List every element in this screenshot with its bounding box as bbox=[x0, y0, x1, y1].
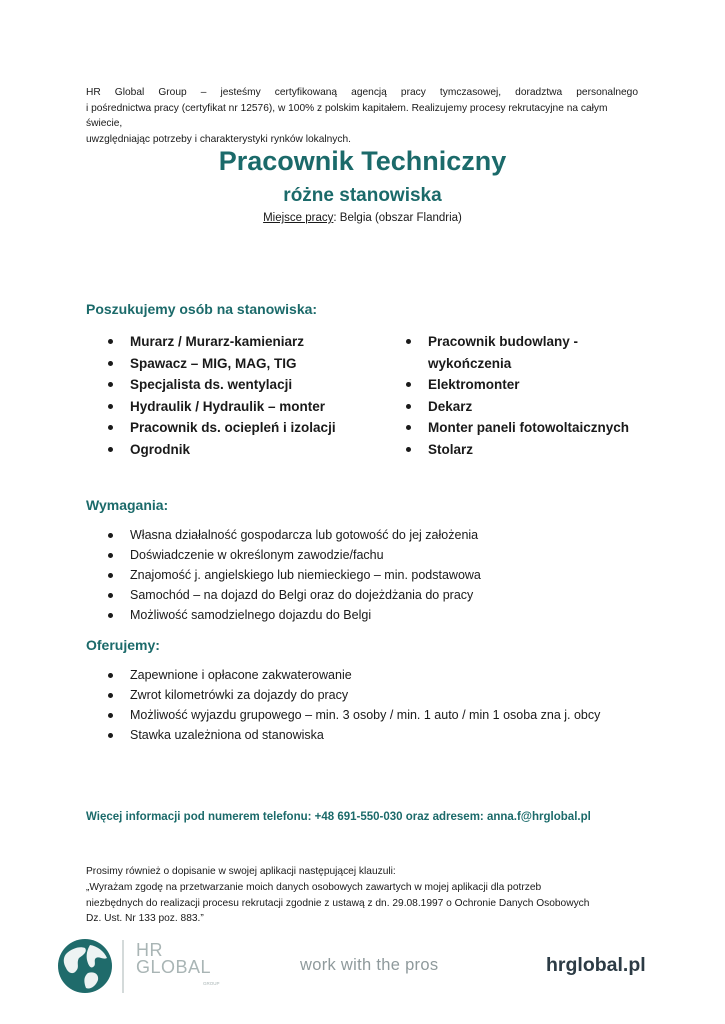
list-item: Ogrodnik bbox=[104, 439, 384, 461]
intro-line-3: uwzględniając potrzeby i charakterystyki rynków lokalnych. bbox=[86, 133, 351, 145]
list-item: Pracownik budowlany - wykończenia bbox=[402, 331, 608, 374]
list-item: Zapewnione i opłacone zakwaterowanie bbox=[104, 665, 684, 685]
list-item: Dekarz bbox=[402, 396, 652, 418]
clause-line-3: niezbędnych do realizacji procesu rekrutacji zgodnie z ustawą z dn. 29.08.1997 o Ochronie Danych Osobowych bbox=[86, 897, 590, 909]
intro-line-1: HR Global Group – jesteśmy certyfikowaną agencją pracy tymczasowej, doradztwa personalnego bbox=[86, 87, 638, 98]
logo-hr: HR bbox=[136, 940, 163, 960]
list-item: Stawka uzależniona od stanowiska bbox=[104, 725, 684, 745]
requirements-list bbox=[104, 525, 664, 625]
intro-line-2: i pośrednictwa pracy (certyfikat nr 12576), w 100% z polskim kapitałem. Realizujemy procesy rekrutacyjne na całym świecie, bbox=[86, 102, 608, 129]
website-link[interactable]: hrglobal.pl bbox=[546, 954, 646, 976]
offer-list bbox=[104, 665, 684, 745]
list-item: Możliwość wyjazdu grupowego – min. 3 osoby / min. 1 auto / min 1 osoba zna j. obcy bbox=[104, 705, 684, 725]
work-location bbox=[0, 212, 725, 224]
list-item: Znajomość j. angielskiego lub niemieckiego – min. podstawowa bbox=[104, 565, 664, 585]
list-item: Murarz / Murarz-kamieniarz bbox=[104, 331, 384, 353]
company-intro bbox=[86, 85, 638, 147]
work-location-label: Miejsce pracy bbox=[263, 212, 334, 224]
positions-list-right bbox=[402, 331, 652, 460]
logo-group: GROUP bbox=[203, 981, 220, 986]
offer-heading: Oferujemy: bbox=[86, 637, 160, 653]
consent-clause bbox=[86, 864, 646, 927]
list-item: Hydraulik / Hydraulik – monter bbox=[104, 396, 384, 418]
list-item: Doświadczenie w określonym zawodzie/fachu bbox=[104, 545, 664, 565]
requirements-heading: Wymagania: bbox=[86, 497, 169, 513]
globe-icon bbox=[58, 939, 112, 993]
tagline: work with the pros bbox=[300, 956, 439, 974]
list-item: Własna działalność gospodarcza lub gotowość do jej założenia bbox=[104, 525, 664, 545]
contact-info: Więcej informacji pod numerem telefonu: +48 691-550-030 oraz adresem: anna.f@hrglobal.pl bbox=[86, 811, 591, 823]
list-item: Pracownik ds. ociepleń i izolacji bbox=[104, 417, 384, 439]
list-item: Zwrot kilometrówki za dojazdy do pracy bbox=[104, 685, 684, 705]
list-item: Stolarz bbox=[402, 439, 652, 461]
positions-list-left bbox=[104, 331, 384, 460]
job-title: Pracownik Techniczny bbox=[218, 146, 507, 176]
list-item: Możliwość samodzielnego dojazdu do Belgi bbox=[104, 605, 664, 625]
clause-line-4: Dz. Ust. Nr 133 poz. 883.” bbox=[86, 913, 204, 925]
list-item: Elektromonter bbox=[402, 374, 652, 396]
list-item: Spawacz – MIG, MAG, TIG bbox=[104, 353, 384, 375]
logo-global: GLOBAL bbox=[136, 957, 212, 977]
list-item: Monter paneli fotowoltaicznych bbox=[402, 417, 652, 439]
list-item: Samochód – na dojazd do Belgi oraz do dojeżdżania do pracy bbox=[104, 585, 664, 605]
clause-line-2: „Wyrażam zgodę na przetwarzanie moich danych osobowych zawartych w mojej aplikacji dla potrzeb bbox=[86, 881, 542, 893]
list-item: Specjalista ds. wentylacji bbox=[104, 374, 384, 396]
job-subtitle: różne stanowiska bbox=[283, 185, 442, 206]
positions-heading: Poszukujemy osób na stanowiska: bbox=[86, 301, 318, 317]
work-location-value: : Belgia (obszar Flandria) bbox=[333, 212, 462, 224]
clause-line-1: Prosimy również o dopisanie w swojej aplikacji następującej klauzuli: bbox=[86, 866, 396, 877]
logo-wordmark bbox=[136, 942, 211, 976]
